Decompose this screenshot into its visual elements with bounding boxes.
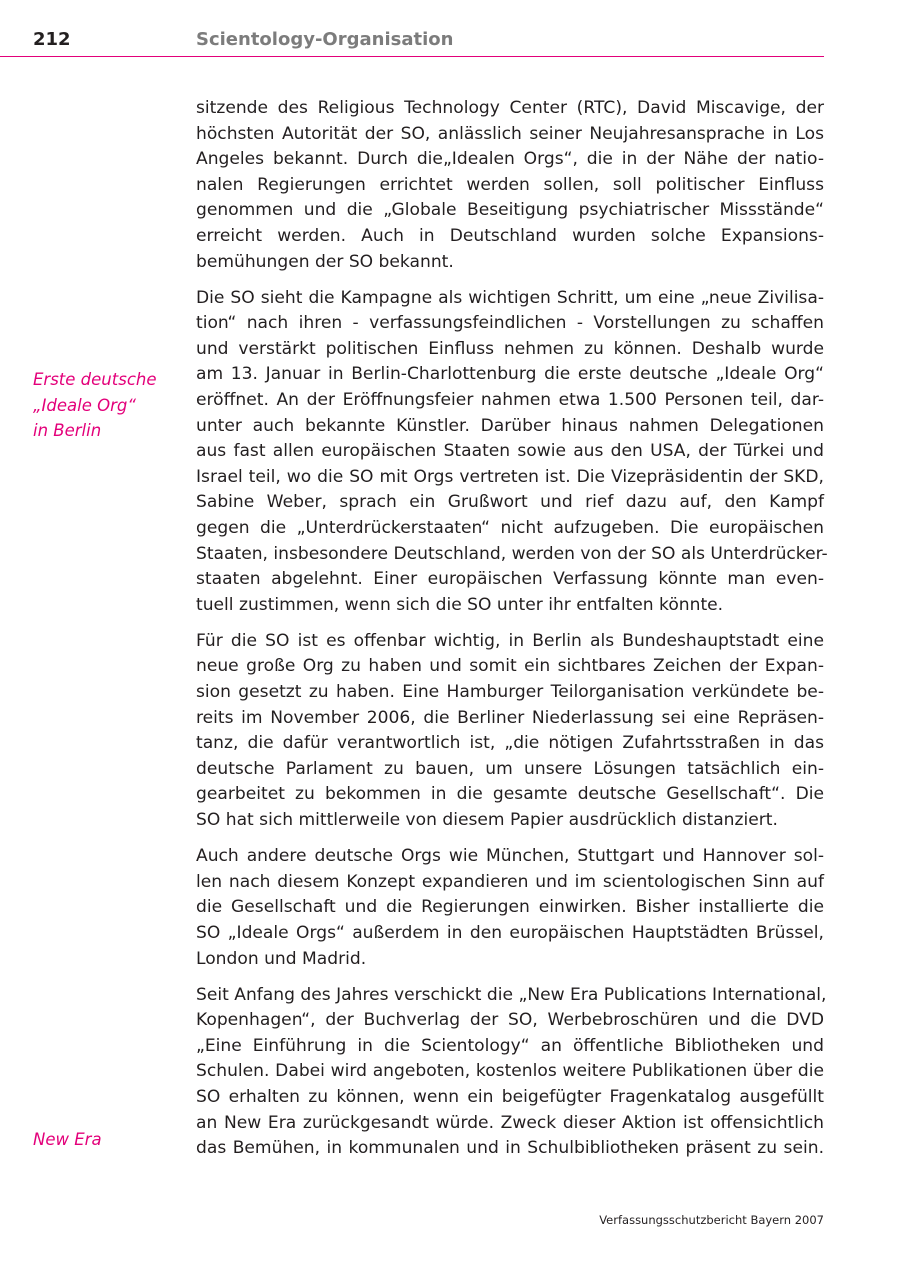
paragraph-4: [196, 844, 824, 972]
text-line: Auch andere deutsche Orgs wie München, Stuttgart und Hannover sol-: [196, 846, 824, 867]
text-line: nalen Regierungen errichtet werden sollen, soll politischer Einfluss: [196, 174, 824, 195]
header-rule: [0, 56, 824, 57]
text-line: SO „Ideale Orgs“ außerdem in den europäischen Hauptstädten Brüssel,: [196, 922, 824, 943]
text-line: bemühungen der SO bekannt.: [196, 251, 454, 272]
text-line: reits im November 2006, die Berliner Niederlassung sei eine Repräsen-: [196, 707, 824, 728]
text-line: Schulen. Dabei wird angeboten, kostenlos weitere Publikationen über die: [196, 1061, 824, 1082]
margin-note-line: in Berlin: [33, 421, 102, 441]
text-line: eröffnet. An der Eröffnungsfeier nahmen etwa 1.500 Personen teil, dar-: [196, 390, 824, 411]
text-line: höchsten Autorität der SO, anlässlich seiner Neujahresansprache in Los: [196, 123, 824, 144]
page-number: 212: [33, 29, 71, 50]
text-line: genommen und die „Globale Beseitigung psychiatrischer Missstände“: [196, 200, 824, 221]
text-line: London und Madrid.: [196, 948, 367, 969]
running-header-title: Scientology-Organisation: [196, 29, 454, 50]
paragraph-1: [196, 96, 824, 275]
text-line: gegen die „Unterdrückerstaaten“ nicht aufzugeben. Die europäischen: [196, 518, 824, 538]
text-line: SO hat sich mittlerweile von diesem Papier ausdrücklich distanziert.: [196, 810, 778, 831]
margin-note-new-era: [33, 1127, 193, 1153]
text-line: neue große Org zu haben und somit ein sichtbares Zeichen der Expan-: [196, 656, 824, 677]
text-line: Sabine Weber, sprach ein Grußwort und rief dazu auf, den Kampf: [196, 492, 824, 513]
text-line: Die SO sieht die Kampagne als wichtigen Schritt, um eine „neue Zivilisa-: [196, 287, 824, 308]
text-line: erreicht werden. Auch in Deutschland wurden solche Expansions-: [196, 225, 824, 246]
text-line: SO erhalten zu können, wenn ein beigefügter Fragenkatalog ausgefüllt: [196, 1086, 824, 1107]
text-line: gearbeitet zu bekommen in die gesamte deutsche Gesellschaft“. Die: [196, 784, 824, 805]
margin-note-line: „Ideale Org“: [33, 395, 136, 415]
text-line: len nach diesem Konzept expandieren und im scientologischen Sinn auf: [196, 871, 824, 892]
text-line: an New Era zurückgesandt würde. Zweck dieser Aktion ist offensichtlich: [196, 1112, 824, 1133]
text-line: Kopenhagen“, der Buchverlag der SO, Werbebroschüren und die DVD: [196, 1010, 824, 1031]
margin-note-line: Erste deutsche: [33, 370, 157, 389]
text-line: „Eine Einführung in die Scientology“ an öffentliche Bibliotheken und: [196, 1035, 824, 1056]
text-line: das Bemühen, in kommunalen und in Schulbibliotheken präsent zu sein.: [196, 1138, 824, 1159]
text-line: Seit Anfang des Jahres verschickt die „New Era Publications International,: [196, 984, 827, 1005]
text-line: Angeles bekannt. Durch die„Idealen Orgs“, die in der Nähe der natio-: [196, 149, 824, 170]
text-line: Israel teil, wo die SO mit Orgs vertreten ist. Die Vizepräsidentin der SKD,: [196, 466, 824, 487]
text-line: staaten abgelehnt. Einer europäischen Verfassung könnte man even-: [196, 569, 824, 590]
paragraph-3: [196, 629, 824, 834]
text-line: und verstärkt politischen Einfluss nehmen zu können. Deshalb wurde: [196, 338, 824, 359]
margin-note-ideale-org: [33, 367, 193, 444]
text-line: deutsche Parlament zu bauen, um unsere Lösungen tatsächlich ein-: [196, 758, 824, 779]
text-line: unter auch bekannte Künstler. Darüber hinaus nahmen Delegationen: [196, 415, 824, 436]
body-text: [196, 96, 828, 1172]
paragraph-5: [196, 983, 827, 1162]
text-line: sion gesetzt zu haben. Eine Hamburger Teilorganisation verkündete be-: [196, 682, 824, 703]
text-line: am 13. Januar in Berlin-Charlottenburg die erste deutsche „Ideale Org“: [196, 364, 824, 385]
page-footer: Verfassungsschutzbericht Bayern 2007: [599, 1213, 824, 1227]
text-line: tion“ nach ihren - verfassungsfeindlichen - Vorstellungen zu schaffen: [196, 313, 824, 334]
text-line: Staaten, insbesondere Deutschland, werden von der SO als Unterdrücker-: [196, 543, 828, 564]
text-line: tanz, die dafür verantwortlich ist, „die nötigen Zufahrtsstraßen in das: [196, 733, 824, 754]
text-line: tuell zustimmen, wenn sich die SO unter ihr entfalten könnte.: [196, 594, 724, 615]
paragraph-2: [196, 286, 828, 619]
text-line: sitzende des Religious Technology Center (RTC), David Miscavige, der: [196, 98, 824, 118]
text-line: aus fast allen europäischen Staaten sowie aus den USA, der Türkei und: [196, 441, 824, 462]
margin-note-line: New Era: [33, 1130, 102, 1149]
text-line: die Gesellschaft und die Regierungen einwirken. Bisher installierte die: [196, 897, 824, 918]
text-line: Für die SO ist es offenbar wichtig, in Berlin als Bundeshauptstadt eine: [196, 630, 824, 651]
